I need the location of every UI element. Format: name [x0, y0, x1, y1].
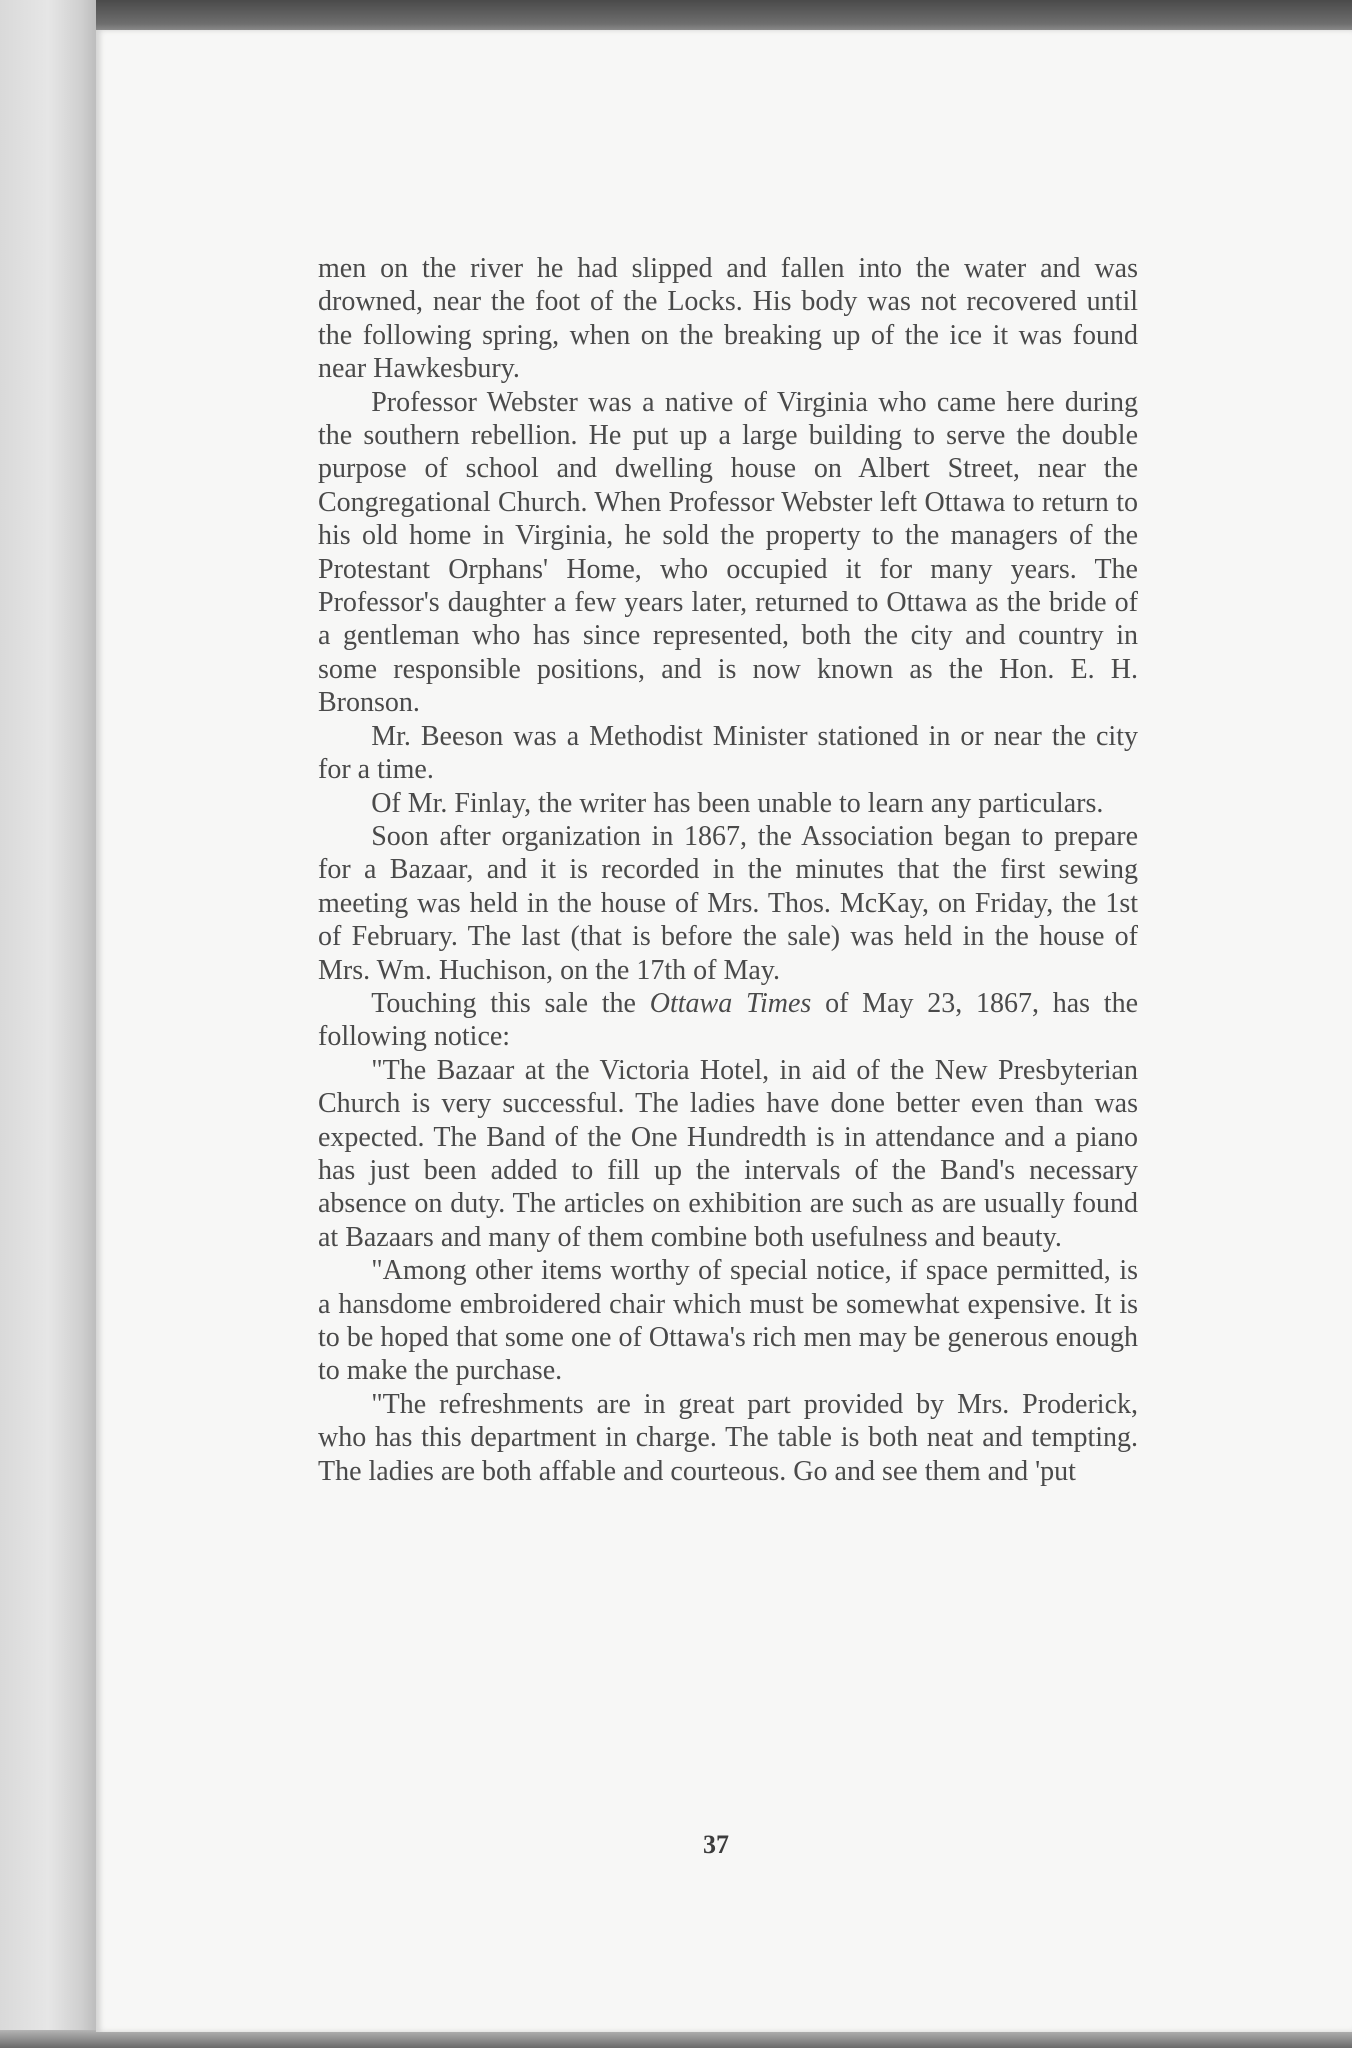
paragraph-ottawa-times-intro — [318, 987, 1138, 1054]
scan-bottom-edge — [0, 2030, 1352, 2048]
paragraph-professor-webster: Professor Webster was a native of Virginia who came here during the southern rebellion. He put up a large building to serve the double purpose of school and dwelling house on Albert Street, near the Congregational Church. When Professor Webster left Ottawa to return to his old home in Virginia, he sold the property to the managers of the Protestant Orphans' Home, who occupied it for many years. The Professor's daughter a few years later, returned to Ottawa as the bride of a gentleman who has since represented, both the city and country in some responsible positions, and is now known as the Hon. E. H. Bronson. — [318, 386, 1138, 719]
paragraph-quote-chair: "Among other items worthy of special notice, if space permitted, is a hansdome embroidered chair which must be somewhat expensive. It is to be hoped that some one of Ottawa's rich men may be generous enough to make the purchase. — [318, 1255, 1138, 1387]
scan-top-edge — [0, 0, 1352, 34]
scan-binding-edge — [0, 0, 96, 2048]
book-page — [96, 30, 1352, 2032]
paragraph-drowning-continued: men on the river he had slipped and fallen into the water and was drowned, near the foot of the Locks. His body was not recovered until the following spring, when on the breaking up of the ice it was found near Hawkesbury. — [318, 253, 1138, 385]
paragraph-quote-refreshments: "The refreshments are in great part provided by Mrs. Proderick, who has this department in charge. The table is both neat and tempting. The ladies are both affable and courteous. Go and see them and 'put — [318, 1388, 1138, 1487]
paragraph-mr-beeson: Mr. Beeson was a Methodist Minister stationed in or near the city for a time. — [318, 720, 1138, 786]
body-text — [318, 252, 1138, 1488]
paragraph-bazaar-preparation: Soon after organization in 1867, the Association began to prepare for a Bazaar, and it is recorded in the minutes that the first sewing meeting was held in the house of Mrs. Thos. McKay, on Friday, the 1st of February. The last (that is before the sale) was held in the house of Mrs. Wm. Huchison, on the 17th of May. — [318, 820, 1138, 986]
ottawa-times-intro-before: Touching this sale the — [371, 987, 650, 1019]
paragraph-quote-bazaar: "The Bazaar at the Victoria Hotel, in aid of the New Presbyterian Church is very successful. The ladies have done better even than was expected. The Band of the One Hundredth is in attendance and a piano has just been added to fill up the intervals of the Band's necessary absence on duty. The articles on exhibition are such as are usually found at Bazaars and many of them combine both usefulness and beauty. — [318, 1054, 1138, 1253]
paragraph-mr-finlay: Of Mr. Finlay, the writer has been unable to learn any particulars. — [371, 787, 1104, 819]
ottawa-times-intro-after: of May 23, 1867, has the following notice: — [318, 987, 1138, 1053]
page-number: 37 — [703, 1830, 729, 1859]
newspaper-title: Ottawa Times — [649, 987, 812, 1019]
